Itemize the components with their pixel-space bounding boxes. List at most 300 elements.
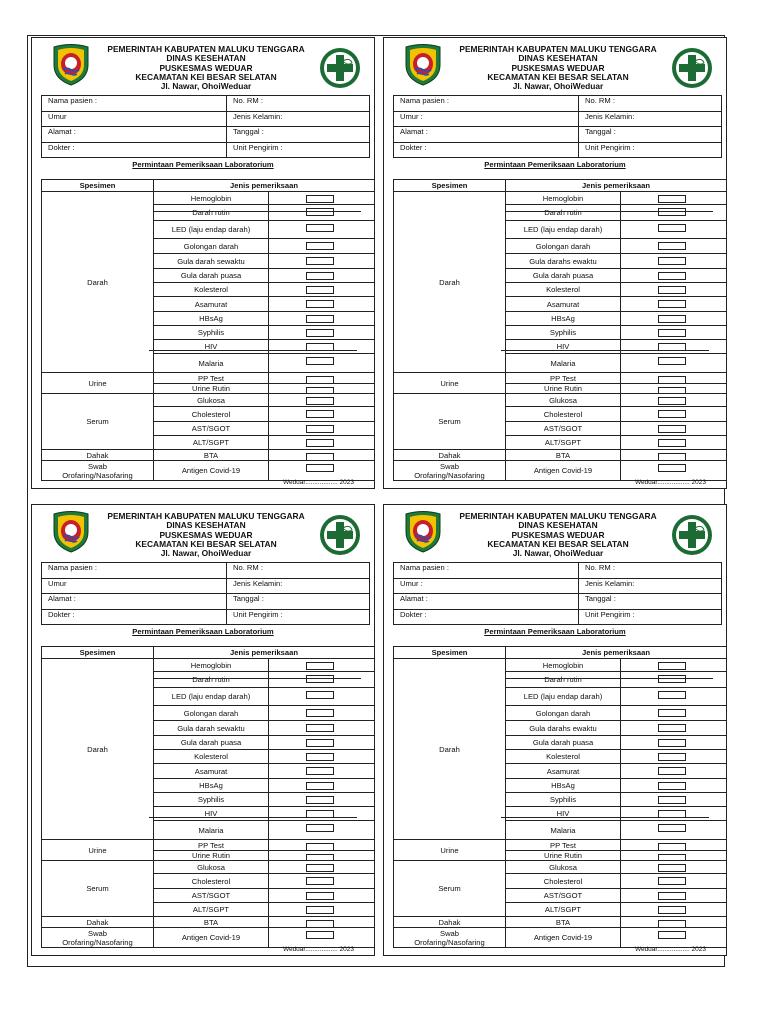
checkbox-cell [621,312,727,326]
info-label[interactable]: Unit Pengirim : [227,142,370,158]
column-header-jenis: Jenis pemeriksaan [506,180,727,192]
checkbox-cell [269,750,375,764]
exam-checkbox[interactable] [658,195,686,203]
exam-checkbox[interactable] [658,242,686,250]
checkbox-cell [269,461,375,481]
spesimen-cell [394,192,506,373]
column-header-jenis: Jenis pemeriksaan [154,647,375,659]
exam-checkbox[interactable] [306,675,334,683]
exam-checkbox[interactable] [658,315,686,323]
exam-checkbox[interactable] [658,824,686,832]
exam-header-row [42,647,375,659]
exam-checkbox[interactable] [306,425,334,433]
spesimen-cell [42,840,154,861]
spesimen-cell [42,192,154,373]
exam-checkbox[interactable] [658,425,686,433]
header-line4: KECAMATAN KEI BESAR SELATAN [135,538,277,549]
spesimen-label: Swab [440,928,459,938]
info-label[interactable]: Alamat : [394,127,579,143]
exam-name: Urine Rutin [154,384,269,394]
exam-row [394,461,727,481]
section-title: Permintaan Pemeriksaan Laboratorium [484,627,626,636]
info-label[interactable]: Nama pasien : [42,563,227,579]
exam-checkbox[interactable] [306,329,334,337]
exam-checkbox[interactable] [658,662,686,670]
exam-name: ALT/SGPT [506,436,621,450]
exam-checkbox[interactable] [658,286,686,294]
exam-name: Asamurat [506,297,621,312]
exam-checkbox[interactable] [658,272,686,280]
exam-checkbox[interactable] [658,329,686,337]
exam-name: Hemoglobin [154,192,269,205]
checkbox-cell [269,394,375,407]
info-label[interactable]: Dokter : [394,142,579,158]
checkbox-cell [269,672,375,688]
checkbox-cell [269,793,375,807]
exam-checkbox[interactable] [658,709,686,717]
spesimen-label: Serum [438,884,461,893]
exam-checkbox[interactable] [306,864,334,872]
checkbox-cell [621,254,727,269]
checkbox-cell [621,192,727,205]
spesimen-label: Darah [439,277,460,287]
exam-checkbox[interactable] [658,767,686,775]
spesimen-cell [394,840,506,861]
stray-line [501,817,709,818]
exam-checkbox[interactable] [658,464,686,472]
patient-info-table [41,95,370,158]
exam-row [42,373,375,384]
exam-checkbox[interactable] [306,782,334,790]
header-text [90,512,322,558]
checkbox-cell [269,373,375,384]
checkbox-cell [621,889,727,903]
exam-checkbox[interactable] [658,300,686,308]
regency-crest-icon [50,510,92,554]
exam-checkbox[interactable] [658,931,686,939]
header-line3: PUSKESMAS WEDUAR [159,62,253,73]
exam-row [42,461,375,481]
exam-name: AST/SGOT [506,422,621,436]
exam-checkbox[interactable] [658,864,686,872]
header-line2: DINAS KESEHATAN [166,53,246,64]
checkbox-cell [621,450,727,461]
exam-name: Syphilis [154,326,269,340]
info-label[interactable]: Unit Pengirim : [227,609,370,625]
checkbox-cell [269,407,375,422]
exam-checkbox[interactable] [658,724,686,732]
regency-crest-icon [50,43,92,87]
regency-crest-icon [402,43,444,87]
exam-checkbox[interactable] [658,892,686,900]
info-label[interactable]: Umur [42,578,227,594]
checkbox-cell [269,779,375,793]
exam-name: Kolesterol [154,750,269,764]
exam-checkbox[interactable] [658,782,686,790]
checkbox-cell [269,450,375,461]
header-text [442,512,674,558]
checkbox-cell [621,659,727,672]
checkbox-cell [621,821,727,840]
exam-checkbox[interactable] [658,208,686,216]
exam-checkbox[interactable] [306,453,334,461]
spesimen-label: Urine [440,378,459,388]
info-label[interactable]: Unit Pengirim : [579,142,722,158]
exam-checkbox[interactable] [306,724,334,732]
exam-row [42,192,375,205]
exam-name: Golongan darah [154,706,269,721]
info-label[interactable]: Unit Pengirim : [579,609,722,625]
spesimen-label: Urine [88,378,107,388]
exam-name: Syphilis [506,326,621,340]
info-label[interactable]: Alamat : [42,127,227,143]
info-row [394,578,722,594]
checkbox-cell [621,283,727,297]
exam-checkbox[interactable] [658,739,686,747]
spesimen-label: Swab [88,461,107,471]
exam-checkbox[interactable] [306,920,334,928]
exam-name: HBsAg [154,312,269,326]
info-label[interactable]: No. RM : [579,96,722,112]
exam-name: PP Test [506,373,621,384]
card-header [32,41,374,93]
checkbox-cell [269,736,375,750]
exam-checkbox[interactable] [306,315,334,323]
info-row [42,594,370,610]
info-label[interactable]: Tanggal : [227,127,370,143]
checkbox-cell [621,903,727,917]
exam-checkbox[interactable] [306,357,334,365]
checkbox-cell [621,779,727,793]
exam-checkbox[interactable] [306,843,334,851]
exam-name: Gula darahs ewaktu [506,254,621,269]
exam-name: HIV [506,807,621,821]
info-label[interactable]: Dokter : [42,142,227,158]
exam-checkbox[interactable] [658,906,686,914]
exam-checkbox[interactable] [306,662,334,670]
info-label[interactable]: Alamat : [42,594,227,610]
exam-checkbox[interactable] [658,920,686,928]
spesimen-label: Darah [87,277,108,287]
spesimen-cell [42,928,154,948]
checkbox-cell [621,807,727,821]
exam-name: Antigen Covid-19 [506,928,621,948]
date-footer: Weduar.................. 2023 [634,479,706,486]
spesimen-label: Darah [439,744,460,754]
exam-checkbox[interactable] [658,224,686,232]
info-label[interactable]: No. RM : [579,563,722,579]
spesimen-cell [394,394,506,450]
column-header-jenis: Jenis pemeriksaan [154,180,375,192]
info-label[interactable]: No. RM : [227,96,370,112]
header-line1: PEMERINTAH KABUPATEN MALUKU TENGGARA [459,511,657,521]
exam-checkbox[interactable] [306,931,334,939]
checkbox-cell [621,461,727,481]
spesimen-label: Darah [87,744,108,754]
checkbox-cell [621,384,727,394]
exam-checkbox[interactable] [306,224,334,232]
exam-checkbox[interactable] [658,439,686,447]
spesimen-label: Dahak [438,917,461,927]
info-row [394,111,722,127]
checkbox-cell [269,354,375,373]
exam-checkbox[interactable] [658,376,686,384]
stray-line [149,817,357,818]
info-row [394,594,722,610]
exam-checkbox[interactable] [658,357,686,365]
spesimen-cell [42,373,154,394]
exam-name: Darah rutin [506,672,621,688]
exam-checkbox[interactable] [306,195,334,203]
exam-checkbox[interactable] [658,843,686,851]
checkbox-cell [621,750,727,764]
exam-row [394,192,727,205]
info-row [394,127,722,143]
checkbox-cell [621,672,727,688]
exam-name: PP Test [154,373,269,384]
exam-checkbox[interactable] [306,739,334,747]
checkbox-cell [269,436,375,450]
exam-name: Golongan darah [154,239,269,254]
exam-checkbox[interactable] [306,709,334,717]
spesimen-cell [42,394,154,450]
exam-checkbox[interactable] [306,439,334,447]
checkbox-cell [269,874,375,889]
checkbox-cell [269,721,375,736]
exam-row [394,928,727,948]
exam-checkbox[interactable] [658,397,686,405]
checkbox-cell [269,384,375,394]
exam-checkbox[interactable] [658,453,686,461]
column-header-spesimen: Spesimen [394,180,506,192]
exam-name: Syphilis [506,793,621,807]
exam-name: HBsAg [154,779,269,793]
exam-checkbox[interactable] [658,877,686,885]
exam-name: Golongan darah [506,706,621,721]
exam-name: Darah rutin [154,205,269,221]
header-line4: KECAMATAN KEI BESAR SELATAN [487,538,629,549]
info-label[interactable]: Umur [42,111,227,127]
exam-checkbox[interactable] [306,272,334,280]
date-footer: Weduar.................. 2023 [282,479,354,486]
info-label[interactable]: Jenis Kelamin: [227,111,370,127]
exam-name: BTA [154,917,269,928]
spesimen-cell [394,928,506,948]
puskesmas-logo-icon [319,514,361,556]
checkbox-cell [269,706,375,721]
exam-name: LED (laju endap darah) [154,688,269,706]
checkbox-cell [621,688,727,706]
info-label[interactable]: Jenis Kelamin: [579,111,722,127]
header-line3: PUSKESMAS WEDUAR [159,529,253,540]
exam-checkbox[interactable] [306,906,334,914]
checkbox-cell [269,312,375,326]
patient-info-table [41,562,370,625]
exam-checkbox[interactable] [658,257,686,265]
info-row [42,96,370,112]
exam-name: Kolesterol [506,750,621,764]
checkbox-cell [269,422,375,436]
header-line1: PEMERINTAH KABUPATEN MALUKU TENGGARA [107,511,305,521]
checkbox-cell [621,407,727,422]
info-label[interactable]: Nama pasien : [42,96,227,112]
exam-name: Urine Rutin [506,384,621,394]
column-header-spesimen: Spesimen [42,647,154,659]
exam-name: Syphilis [154,793,269,807]
exam-name: Cholesterol [506,874,621,889]
header-line5: Jl. Nawar, OhoiWeduar [512,81,604,92]
checkbox-cell [269,903,375,917]
info-label[interactable]: Umur : [394,111,579,127]
spesimen-label: Dahak [86,917,109,927]
exam-checkbox[interactable] [306,242,334,250]
stray-line [153,678,361,679]
exam-name: Malaria [506,821,621,840]
exam-checkbox[interactable] [658,691,686,699]
exam-name: Gula darah puasa [154,736,269,750]
header-text [442,45,674,91]
exam-name: Malaria [154,354,269,373]
spesimen-cell [42,450,154,461]
exam-checkbox[interactable] [306,464,334,472]
exam-name: HIV [154,807,269,821]
exam-name: Glukosa [506,394,621,407]
exam-name: Kolesterol [506,283,621,297]
exam-name: BTA [506,917,621,928]
card-header [32,508,374,560]
spesimen-label: Swab [88,928,107,938]
exam-name: Antigen Covid-19 [154,461,269,481]
info-row [42,578,370,594]
puskesmas-logo-icon [671,47,713,89]
exam-name: LED (laju endap darah) [154,221,269,239]
exam-checkbox[interactable] [306,691,334,699]
exam-row [42,840,375,851]
card-header [384,41,726,93]
checkbox-cell [269,340,375,354]
checkbox-cell [269,889,375,903]
exam-name: Darah rutin [506,205,621,221]
checkbox-cell [269,205,375,221]
exam-checkbox[interactable] [658,410,686,418]
info-label[interactable]: No. RM : [227,563,370,579]
checkbox-cell [621,861,727,874]
header-line1: PEMERINTAH KABUPATEN MALUKU TENGGARA [107,44,305,54]
exam-name: Hemoglobin [506,659,621,672]
checkbox-cell [269,821,375,840]
exam-name: BTA [154,450,269,461]
exam-row [394,394,727,407]
checkbox-cell [621,326,727,340]
exam-name: Malaria [154,821,269,840]
spesimen-cell [394,659,506,840]
info-label[interactable]: Alamat : [394,594,579,610]
exam-checkbox[interactable] [306,300,334,308]
checkbox-cell [269,840,375,851]
checkbox-cell [269,688,375,706]
exam-checkbox[interactable] [306,753,334,761]
spesimen-label: Dahak [86,450,109,460]
exam-name: ALT/SGPT [154,903,269,917]
exam-checkbox[interactable] [306,892,334,900]
exam-name: Cholesterol [154,407,269,422]
exam-name: Kolesterol [154,283,269,297]
checkbox-cell [269,659,375,672]
exam-name: BTA [506,450,621,461]
info-label[interactable]: Tanggal : [227,594,370,610]
exam-checkbox[interactable] [306,767,334,775]
checkbox-cell [621,269,727,283]
info-row [394,96,722,112]
exam-checkbox[interactable] [306,376,334,384]
exam-header-row [42,180,375,192]
info-label[interactable]: Jenis Kelamin: [227,578,370,594]
info-label[interactable]: Dokter : [394,609,579,625]
exam-checkbox[interactable] [306,397,334,405]
info-label[interactable]: Jenis Kelamin: [579,578,722,594]
info-label[interactable]: Nama pasien : [394,96,579,112]
exam-row [42,394,375,407]
checkbox-cell [621,764,727,779]
exam-name: Urine Rutin [154,851,269,861]
spesimen-cell [42,917,154,928]
info-label[interactable]: Tanggal : [579,594,722,610]
checkbox-cell [269,326,375,340]
exam-checkbox[interactable] [658,753,686,761]
exam-row [394,840,727,851]
exam-name: LED (laju endap darah) [506,221,621,239]
exam-checkbox[interactable] [306,824,334,832]
exam-name: AST/SGOT [506,889,621,903]
spesimen-cell [394,861,506,917]
checkbox-cell [269,254,375,269]
section-title: Permintaan Pemeriksaan Laboratorium [132,627,274,636]
date-footer: Weduar.................. 2023 [282,946,354,953]
checkbox-cell [269,928,375,948]
exam-name: Hemoglobin [154,659,269,672]
column-header-spesimen: Spesimen [42,180,154,192]
exam-name: Glukosa [506,861,621,874]
exam-name: Gula darah sewaktu [154,254,269,269]
exam-name: AST/SGOT [154,889,269,903]
info-label[interactable]: Dokter : [42,609,227,625]
exam-name: AST/SGOT [154,422,269,436]
exam-name: Gula darah puasa [154,269,269,283]
spesimen-label: Serum [86,884,109,893]
info-label[interactable]: Nama pasien : [394,563,579,579]
exam-checkbox[interactable] [306,410,334,418]
info-label[interactable]: Tanggal : [579,127,722,143]
exam-checkbox[interactable] [658,796,686,804]
spesimen-label: Serum [438,417,461,426]
info-label[interactable]: Umur : [394,578,579,594]
exam-checkbox[interactable] [658,675,686,683]
card-header [384,508,726,560]
exam-checkbox[interactable] [306,796,334,804]
exam-checkbox[interactable] [306,877,334,885]
checkbox-cell [269,283,375,297]
exam-checkbox[interactable] [306,257,334,265]
exam-checkbox[interactable] [306,286,334,294]
exam-checkbox[interactable] [306,208,334,216]
exam-table [393,646,727,948]
exam-row [42,861,375,874]
exam-row [394,659,727,672]
patient-info-table [393,95,722,158]
stray-line [149,350,357,351]
stray-line [505,678,713,679]
spesimen-label: Orofaring/Nasofaring [62,937,133,947]
